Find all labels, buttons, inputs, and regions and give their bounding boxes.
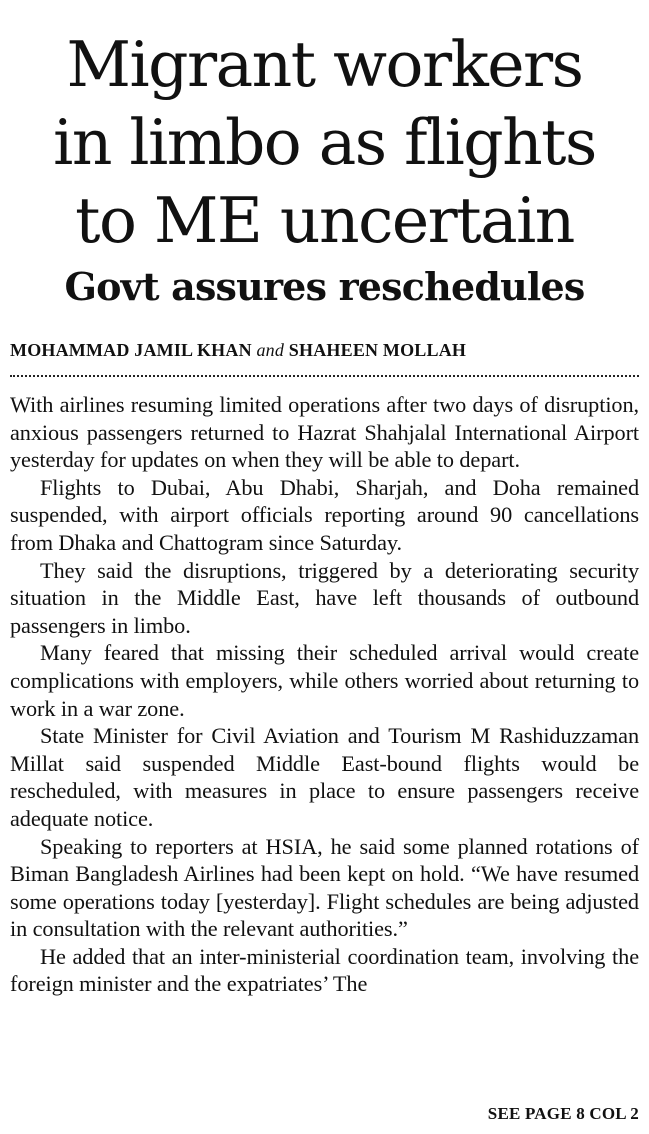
- paragraph-5: State Minister for Civil Aviation and Tourism M Rashiduzzaman Millat said suspended Middle East-bound flights would be rescheduled, with measures in place to ensure passengers receive adequate notice.: [10, 723, 639, 831]
- continuation-jump-line: SEE PAGE 8 COL 2: [487, 1104, 639, 1123]
- subheadline: Govt assures reschedules: [64, 264, 585, 309]
- paragraph-4: Many feared that missing their scheduled arrival would create complications with employers, while others worried about returning to work in a war zone.: [10, 640, 639, 721]
- headline-line-2: in limbo as flights: [53, 106, 596, 179]
- headline-line-3: to ME uncertain: [75, 184, 574, 257]
- paragraph-6: Speaking to reporters at HSIA, he said some planned rotations of Biman Bangladesh Airlines had been kept on hold. “We have resumed some operations today [yesterday]. Flight schedules are being adjusted in consultation with the relevant authorities.”: [10, 833, 639, 942]
- byline-author-2: SHAHEEN MOLLAH: [288, 340, 467, 360]
- byline: [10, 340, 639, 361]
- headline-line-1: Migrant workers: [66, 28, 583, 101]
- paragraph-3: They said the disruptions, triggered by a deteriorating security situation in the Middle East, have left thousands of outbound passengers in limbo.: [10, 557, 639, 638]
- byline-conjunction: and: [256, 340, 285, 360]
- paragraph-2: Flights to Dubai, Abu Dhabi, Sharjah, and Doha remained suspended, with airport officials reporting around 90 cancellations from Dhaka and Chattogram since Saturday.: [10, 474, 639, 555]
- dotted-divider: [10, 375, 639, 377]
- paragraph-7: He added that an inter-ministerial coordination team, involving the foreign minister and the expatriates’ The: [10, 943, 639, 997]
- paragraph-1: With airlines resuming limited operations after two days of disruption, anxious passengers returned to Hazrat Shahjalal International Airport yesterday for updates on when they will be able to depart.: [10, 392, 639, 473]
- headline: [10, 0, 639, 260]
- byline-author-1: MOHAMMAD JAMIL KHAN: [10, 340, 252, 360]
- article-body: [10, 391, 639, 998]
